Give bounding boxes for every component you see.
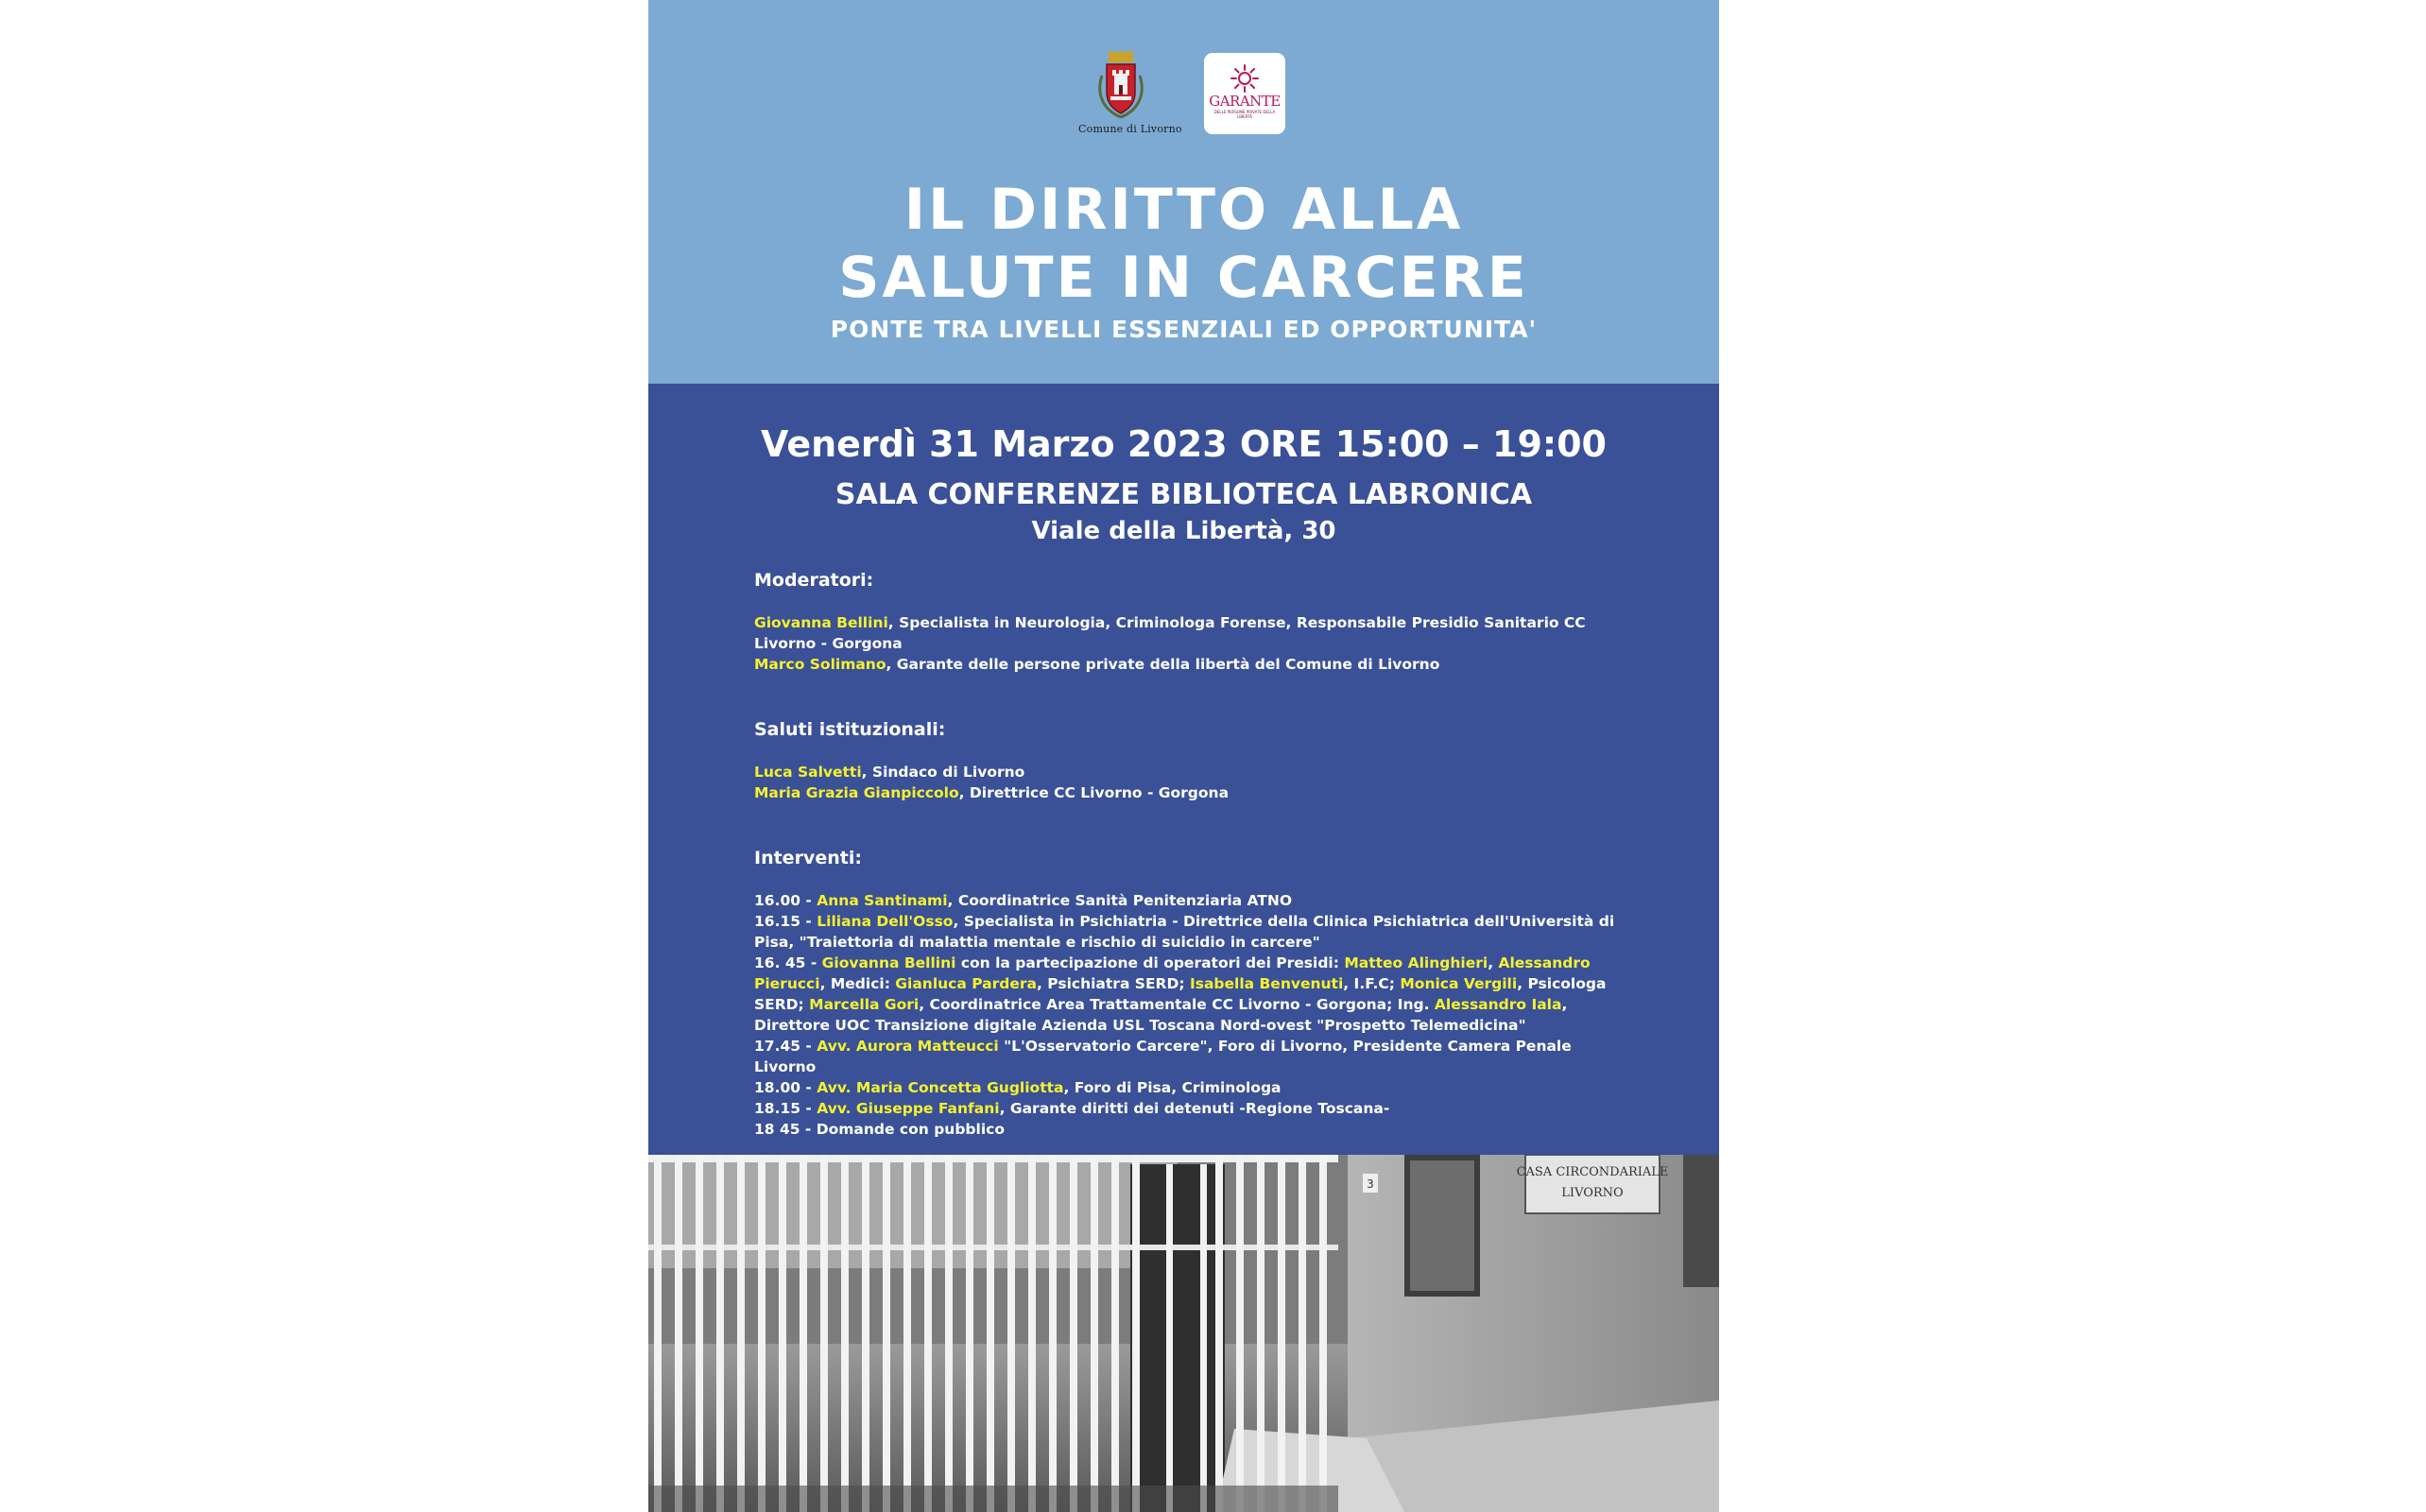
speaker-name: Liliana Dell'Osso: [817, 913, 954, 930]
gate-bar: [1049, 1155, 1057, 1512]
gate-bar: [675, 1155, 682, 1512]
program-entry: [754, 762, 1633, 782]
event-poster: [648, 0, 1719, 1512]
garante-logo: [1204, 53, 1285, 134]
entry-text: "L'Osservatorio Carcere", Foro di Livorno, Presidente Camera Penale Livorno: [754, 1038, 1572, 1075]
program-entry: [754, 782, 1633, 803]
program-entry: [754, 1036, 1633, 1077]
section-spacer: [754, 803, 1633, 847]
gate-bar: [1091, 1155, 1098, 1512]
entry-text: 16.15 -: [754, 913, 817, 930]
speaker-name: Avv. Aurora Matteucci: [817, 1038, 999, 1055]
garante-name: GARANTE: [1209, 93, 1281, 110]
title-line-1: IL DIRITTO ALLA: [903, 177, 1464, 243]
section-heading: Moderatori:: [754, 570, 874, 591]
entry-text: , Coordinatrice Area Trattamentale CC Livorno - Gorgona; Ing.: [919, 996, 1435, 1013]
section-heading: Interventi:: [754, 848, 862, 868]
prison-gate-image: [648, 1155, 1719, 1512]
speaker-name: Luca Salvetti: [754, 764, 862, 781]
garante-subtitle: DELLE PERSONE PRIVATE DELLA LIBERTÀ: [1213, 110, 1276, 119]
program-entry: [754, 911, 1633, 953]
entry-text: 18 45 - Domande con pubblico: [754, 1121, 1005, 1138]
speaker-name: Matteo Alinghieri: [1344, 954, 1488, 971]
speaker-name: Isabella Benvenuti: [1189, 975, 1344, 992]
coat-of-arms-icon: [1094, 51, 1147, 121]
gate-bar: [1257, 1155, 1265, 1512]
speaker-name: Giovanna Bellini: [821, 954, 956, 971]
gate-bar: [820, 1155, 828, 1512]
entry-text: , Garante delle persone private della libertà del Comune di Livorno: [886, 656, 1440, 673]
sun-emblem-icon: [1230, 64, 1259, 93]
prison-entrance-photo: [648, 1155, 1719, 1512]
program-entry: [754, 890, 1633, 911]
entry-text: 17.45 -: [754, 1038, 817, 1055]
poster-subtitle: PONTE TRA LIVELLI ESSENZIALI ED OPPORTUNITA': [830, 316, 1538, 343]
gate-bar: [696, 1155, 703, 1512]
gate-bar: [758, 1155, 766, 1512]
speaker-name: Monica Vergili: [1400, 975, 1518, 992]
sign-line-1: CASA CIRCONDARIALE: [1516, 1165, 1669, 1179]
section-spacer: [754, 675, 1633, 718]
speaker-name: Marcella Gori: [809, 996, 920, 1013]
event-venue: SALA CONFERENZE BIBLIOTECA LABRONICA: [834, 478, 1533, 511]
gate-bar: [862, 1155, 869, 1512]
entry-text: , Specialista in Psichiatria - Direttrice della Clinica Psichiatrica dell'Università di Pisa, "Traiettoria di malattia mentale e rischio di suicidio in carcere": [754, 913, 1615, 951]
title-line-2: SALUTE IN CARCERE: [838, 245, 1529, 311]
gate-door-bar: [1166, 1164, 1173, 1512]
entry-text: , Specialista in Neurologia, Criminologa Forense, Responsabile Presidio Sanitario CC Livorno - Gorgona: [754, 614, 1586, 652]
speaker-name: Giovanna Bellini: [754, 614, 888, 631]
entry-text: , Garante diritti dei detenuti -Regione Toscana-: [999, 1100, 1390, 1117]
entry-text: , Psichiatra SERD;: [1036, 975, 1190, 992]
speaker-name: Anna Santinami: [817, 892, 948, 909]
gate-bar: [1319, 1155, 1327, 1512]
speaker-name: Marco Solimano: [754, 656, 886, 673]
gate-bar: [924, 1155, 932, 1512]
gate-bar: [1278, 1155, 1285, 1512]
entry-text: ,: [1488, 954, 1499, 971]
entry-text: , Foro di Pisa, Criminologa: [1063, 1079, 1282, 1096]
poster-title: [648, 176, 1719, 312]
gate-bar: [737, 1155, 745, 1512]
program-panel: [648, 384, 1719, 1155]
event-address: Viale della Libertà, 30: [1031, 517, 1336, 545]
program-entry: [754, 953, 1633, 1036]
event-date-time: Venerdì 31 Marzo 2023 ORE 15:00 – 19:00: [760, 423, 1607, 465]
speaker-name: Avv. Giuseppe Fanfani: [817, 1100, 1000, 1117]
gate-bar: [1070, 1155, 1077, 1512]
gate-bar: [779, 1155, 786, 1512]
comune-caption: Comune di Livorno: [1078, 123, 1182, 135]
logos-row: [648, 51, 1719, 141]
entry-text: , Sindaco di Livorno: [861, 764, 1025, 781]
program-entry: [754, 1098, 1633, 1119]
gate-bar: [1299, 1155, 1306, 1512]
entry-text: 18.00 -: [754, 1079, 817, 1096]
speaker-name: Gianluca Pardera: [895, 975, 1037, 992]
gate-bar: [800, 1155, 807, 1512]
comune-di-livorno-logo: [1078, 51, 1182, 141]
gate-bar: [1028, 1155, 1036, 1512]
entry-text: 16. 45 -: [754, 954, 822, 971]
entry-text: , Medici:: [819, 975, 896, 992]
entry-text: 18.15 -: [754, 1100, 817, 1117]
gate-bar: [841, 1155, 849, 1512]
gate-door-bar: [1132, 1164, 1139, 1512]
gate-bar: [966, 1155, 973, 1512]
entry-text: con la partecipazione di operatori dei Presidi:: [955, 954, 1345, 971]
speaker-name: Alessandro Pierucci: [754, 954, 1591, 992]
entry-text: , Direttrice CC Livorno - Gorgona: [958, 784, 1230, 801]
door-number: 3: [1367, 1177, 1374, 1191]
gate-door-bar: [1200, 1164, 1207, 1512]
gate-bar: [1215, 1155, 1223, 1512]
gate-bar: [987, 1155, 994, 1512]
entry-text: , Coordinatrice Sanità Penitenziaria ATNO: [947, 892, 1293, 909]
gate-bar: [1007, 1155, 1015, 1512]
program-entry: [754, 1119, 1633, 1140]
speaker-name: Alessandro Iala: [1434, 996, 1562, 1013]
gate-bar: [883, 1155, 890, 1512]
section-heading: Saluti istituzionali:: [754, 719, 946, 740]
entry-text: , Direttore UOC Transizione digitale Azienda USL Toscana Nord-ovest "Prospetto Telemedicina": [754, 996, 1568, 1034]
gate-bar: [903, 1155, 911, 1512]
program-content: [754, 569, 1633, 1140]
gate-bar: [654, 1155, 662, 1512]
gate-bar: [716, 1155, 724, 1512]
program-entry: [754, 612, 1633, 654]
gate-bar: [945, 1155, 953, 1512]
speaker-name: Avv. Maria Concetta Gugliotta: [817, 1079, 1064, 1096]
entry-text: 16.00 -: [754, 892, 817, 909]
gate-bar: [1236, 1155, 1244, 1512]
entry-text: , Psicologa SERD;: [754, 975, 1607, 1013]
program-entry: [754, 654, 1633, 675]
program-entry: [754, 1077, 1633, 1098]
speaker-name: Maria Grazia Gianpiccolo: [754, 784, 959, 801]
entry-text: , I.F.C;: [1343, 975, 1401, 992]
poster-header: [648, 0, 1719, 384]
sign-line-2: LIVORNO: [1561, 1186, 1624, 1200]
gate-bar: [1111, 1155, 1119, 1512]
